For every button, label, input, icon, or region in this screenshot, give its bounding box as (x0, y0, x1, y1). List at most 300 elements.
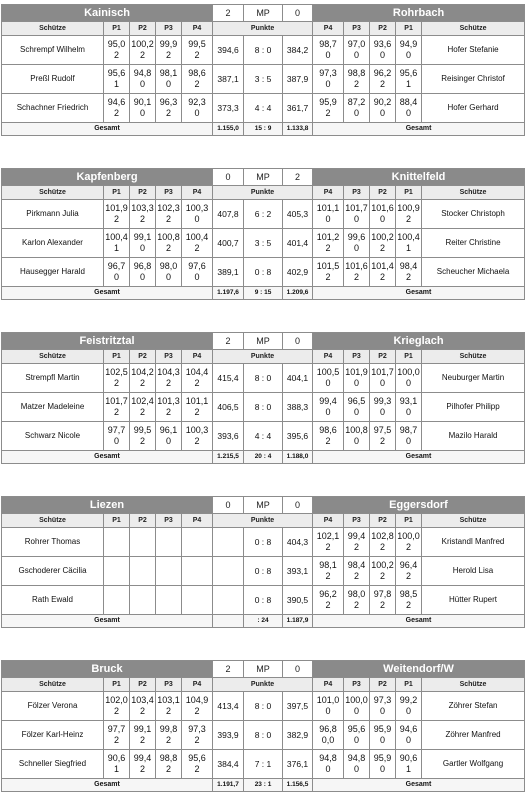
duel-score: 8 : 0 (244, 393, 283, 422)
home-series-3: 103,1 2 (156, 692, 182, 721)
away-series-2: 95,9 0 (370, 750, 396, 779)
home-shooter-header: Schütze (2, 514, 104, 528)
home-player-name: Fölzer Karl-Heinz (2, 721, 104, 750)
home-p3-header: P3 (156, 350, 182, 364)
away-player-name: Zöhrer Manfred (422, 721, 525, 750)
away-series-4: 95,9 2 (313, 94, 344, 123)
away-team-total: 1.188,0 (283, 451, 313, 464)
home-player-total: 394,6 (213, 36, 244, 65)
away-team-name: Weitendorf/W (313, 661, 525, 678)
home-series-1: 97,7 2 (104, 721, 130, 750)
home-total-label: Gesamt (2, 287, 213, 300)
home-series-2: 99,4 2 (130, 750, 156, 779)
away-shooter-header: Schütze (422, 22, 525, 36)
away-series-4: 100,5 0 (313, 364, 344, 393)
away-p3-header: P3 (344, 350, 370, 364)
home-mp: 2 (213, 661, 244, 678)
away-player-name: Hofer Stefanie (422, 36, 525, 65)
player-row (2, 557, 525, 586)
away-p2-header: P2 (370, 22, 396, 36)
away-p3-header: P3 (344, 186, 370, 200)
home-p2-header: P2 (130, 514, 156, 528)
home-series-3: 101,3 2 (156, 393, 182, 422)
home-series-3: 104,3 2 (156, 364, 182, 393)
away-series-1: 94,9 0 (396, 36, 422, 65)
home-series-4: 98,6 2 (182, 65, 213, 94)
duel-score: 3 : 5 (244, 65, 283, 94)
home-p1-header: P1 (104, 186, 130, 200)
away-p3-header: P3 (344, 22, 370, 36)
home-mp: 0 (213, 497, 244, 514)
total-row (2, 779, 525, 792)
player-row (2, 721, 525, 750)
away-player-total: 404,1 (283, 364, 313, 393)
home-player-total (213, 586, 244, 615)
away-player-total: 402,9 (283, 258, 313, 287)
home-series-3: 96,1 0 (156, 422, 182, 451)
match-table (1, 660, 525, 792)
away-series-3: 101,6 2 (344, 258, 370, 287)
home-shooter-header: Schütze (2, 678, 104, 692)
points-header: Punkte (213, 678, 313, 692)
home-player-name: Rath Ewald (2, 586, 104, 615)
away-player-total: 401,4 (283, 229, 313, 258)
home-series-1: 100,4 1 (104, 229, 130, 258)
home-series-4 (182, 528, 213, 557)
home-team-total: 1.155,0 (213, 123, 244, 136)
home-team-total: 1.197,6 (213, 287, 244, 300)
home-series-2: 100,2 2 (130, 36, 156, 65)
away-series-3: 99,4 2 (344, 528, 370, 557)
away-player-total: 384,2 (283, 36, 313, 65)
home-series-4: 104,9 2 (182, 692, 213, 721)
home-series-1 (104, 528, 130, 557)
home-series-3: 102,3 2 (156, 200, 182, 229)
home-player-name: Strempfl Martin (2, 364, 104, 393)
home-total-label: Gesamt (2, 123, 213, 136)
away-series-4: 101,2 2 (313, 229, 344, 258)
home-shooter-header: Schütze (2, 186, 104, 200)
away-player-name: Gartler Wolfgang (422, 750, 525, 779)
home-series-2 (130, 586, 156, 615)
home-team-total: 1.215,5 (213, 451, 244, 464)
total-row (2, 287, 525, 300)
away-team-name: Knittelfeld (313, 169, 525, 186)
away-series-2: 101,6 0 (370, 200, 396, 229)
away-series-2: 95,9 0 (370, 721, 396, 750)
away-player-name: Reiter Christine (422, 229, 525, 258)
home-total-label: Gesamt (2, 451, 213, 464)
match-block (1, 496, 524, 628)
home-series-2: 103,4 2 (130, 692, 156, 721)
home-series-4: 95,6 2 (182, 750, 213, 779)
home-series-2: 96,8 0 (130, 258, 156, 287)
match-table (1, 4, 525, 136)
away-shooter-header: Schütze (422, 678, 525, 692)
away-player-total: 404,3 (283, 528, 313, 557)
away-player-name: Zöhrer Stefan (422, 692, 525, 721)
home-p1-header: P1 (104, 678, 130, 692)
away-total-label: Gesamt (313, 123, 525, 136)
home-series-4: 99,5 2 (182, 36, 213, 65)
home-total-label: Gesamt (2, 779, 213, 792)
home-series-3 (156, 586, 182, 615)
away-series-1: 88,4 0 (396, 94, 422, 123)
away-series-3: 101,9 0 (344, 364, 370, 393)
away-shooter-header: Schütze (422, 186, 525, 200)
away-team-name: Eggersdorf (313, 497, 525, 514)
away-player-total: 361,7 (283, 94, 313, 123)
away-player-total: 382,9 (283, 721, 313, 750)
away-total-label: Gesamt (313, 779, 525, 792)
home-player-total: 407,8 (213, 200, 244, 229)
duel-score: 0 : 8 (244, 586, 283, 615)
away-player-name: Kristandl Manfred (422, 528, 525, 557)
home-p2-header: P2 (130, 678, 156, 692)
home-mp: 2 (213, 5, 244, 22)
away-shooter-header: Schütze (422, 514, 525, 528)
away-team-total: 1.187,9 (283, 615, 313, 628)
home-series-1: 102,5 2 (104, 364, 130, 393)
player-row (2, 692, 525, 721)
duel-score: 7 : 1 (244, 750, 283, 779)
home-series-1 (104, 557, 130, 586)
away-series-3: 99,6 0 (344, 229, 370, 258)
home-shooter-header: Schütze (2, 350, 104, 364)
home-series-4: 100,3 0 (182, 200, 213, 229)
player-row (2, 586, 525, 615)
home-p3-header: P3 (156, 22, 182, 36)
home-series-1: 90,6 1 (104, 750, 130, 779)
home-player-name: Pirkmann Julia (2, 200, 104, 229)
away-series-3: 98,0 2 (344, 586, 370, 615)
home-mp: 0 (213, 169, 244, 186)
away-p4-header: P4 (313, 678, 344, 692)
points-total: 20 : 4 (244, 451, 283, 464)
home-series-1: 101,9 2 (104, 200, 130, 229)
away-player-total: 376,1 (283, 750, 313, 779)
away-mp: 2 (283, 169, 313, 186)
home-player-name: Preßl Rudolf (2, 65, 104, 94)
home-p4-header: P4 (182, 22, 213, 36)
player-row (2, 750, 525, 779)
player-row (2, 258, 525, 287)
away-mp: 0 (283, 333, 313, 350)
points-header: Punkte (213, 186, 313, 200)
home-series-2: 99,1 2 (130, 721, 156, 750)
away-p4-header: P4 (313, 350, 344, 364)
home-p4-header: P4 (182, 678, 213, 692)
home-p2-header: P2 (130, 22, 156, 36)
duel-score: 6 : 2 (244, 200, 283, 229)
away-mp: 0 (283, 497, 313, 514)
away-team-total: 1.156,5 (283, 779, 313, 792)
away-total-label: Gesamt (313, 451, 525, 464)
home-team-name: Kapfenberg (2, 169, 213, 186)
away-p3-header: P3 (344, 678, 370, 692)
home-team-name: Bruck (2, 661, 213, 678)
home-p3-header: P3 (156, 514, 182, 528)
home-series-1: 102,0 2 (104, 692, 130, 721)
away-p1-header: P1 (396, 514, 422, 528)
home-series-3 (156, 557, 182, 586)
home-series-4: 97,6 0 (182, 258, 213, 287)
away-series-4: 98,1 2 (313, 557, 344, 586)
away-series-1: 93,1 0 (396, 393, 422, 422)
away-player-total: 390,5 (283, 586, 313, 615)
duel-score: 0 : 8 (244, 557, 283, 586)
home-p2-header: P2 (130, 186, 156, 200)
home-series-3: 99,9 2 (156, 36, 182, 65)
match-block (1, 332, 524, 464)
away-series-3: 96,5 0 (344, 393, 370, 422)
home-p2-header: P2 (130, 350, 156, 364)
away-shooter-header: Schütze (422, 350, 525, 364)
away-player-name: Mazilo Harald (422, 422, 525, 451)
points-header: Punkte (213, 514, 313, 528)
away-player-name: Pilhofer Philipp (422, 393, 525, 422)
home-shooter-header: Schütze (2, 22, 104, 36)
home-team-name: Feistritztal (2, 333, 213, 350)
home-p4-header: P4 (182, 350, 213, 364)
home-series-2: 99,5 2 (130, 422, 156, 451)
home-mp: 2 (213, 333, 244, 350)
home-series-3: 100,8 2 (156, 229, 182, 258)
away-series-1: 99,2 0 (396, 692, 422, 721)
home-team-total: 1.191,7 (213, 779, 244, 792)
away-series-4: 101,5 2 (313, 258, 344, 287)
away-series-4: 97,3 0 (313, 65, 344, 94)
home-player-name: Karlon Alexander (2, 229, 104, 258)
away-series-4: 96,2 2 (313, 586, 344, 615)
home-team-total (213, 615, 244, 628)
home-p1-header: P1 (104, 350, 130, 364)
home-player-total: 389,1 (213, 258, 244, 287)
away-team-name: Rohrbach (313, 5, 525, 22)
match-block (1, 4, 524, 136)
away-p1-header: P1 (396, 678, 422, 692)
home-player-total: 406,5 (213, 393, 244, 422)
match-table (1, 168, 525, 300)
home-series-2: 94,8 0 (130, 65, 156, 94)
home-player-name: Hausegger Harald (2, 258, 104, 287)
away-series-2: 100,2 2 (370, 557, 396, 586)
home-series-4: 104,4 2 (182, 364, 213, 393)
match-table (1, 332, 525, 464)
away-player-name: Herold Lisa (422, 557, 525, 586)
home-series-4 (182, 586, 213, 615)
away-p1-header: P1 (396, 350, 422, 364)
duel-score: 3 : 5 (244, 229, 283, 258)
home-series-2 (130, 557, 156, 586)
away-series-3: 98,4 2 (344, 557, 370, 586)
away-series-4: 98,6 2 (313, 422, 344, 451)
away-series-1: 90,6 1 (396, 750, 422, 779)
home-series-4: 100,3 2 (182, 422, 213, 451)
home-player-name: Rohrer Thomas (2, 528, 104, 557)
away-series-3: 95,6 0 (344, 721, 370, 750)
home-series-4: 92,3 0 (182, 94, 213, 123)
away-player-name: Hütter Rupert (422, 586, 525, 615)
home-series-3: 99,8 2 (156, 721, 182, 750)
away-mp: 0 (283, 5, 313, 22)
player-row (2, 36, 525, 65)
duel-score: 0 : 8 (244, 258, 283, 287)
away-series-3: 101,7 0 (344, 200, 370, 229)
away-series-1: 100,0 2 (396, 528, 422, 557)
home-series-3: 96,3 2 (156, 94, 182, 123)
home-player-name: Schrempf Wilhelm (2, 36, 104, 65)
home-series-1: 101,7 2 (104, 393, 130, 422)
away-series-2: 93,6 0 (370, 36, 396, 65)
points-total: 9 : 15 (244, 287, 283, 300)
home-series-4: 100,4 2 (182, 229, 213, 258)
duel-score: 0 : 8 (244, 528, 283, 557)
away-player-total: 393,1 (283, 557, 313, 586)
away-series-2: 90,2 0 (370, 94, 396, 123)
away-p3-header: P3 (344, 514, 370, 528)
home-player-total: 413,4 (213, 692, 244, 721)
home-player-name: Matzer Madeleine (2, 393, 104, 422)
away-series-2: 102,8 2 (370, 528, 396, 557)
home-series-1 (104, 586, 130, 615)
total-row (2, 123, 525, 136)
home-series-3 (156, 528, 182, 557)
away-team-total: 1.133,8 (283, 123, 313, 136)
away-player-total: 397,5 (283, 692, 313, 721)
away-player-total: 388,3 (283, 393, 313, 422)
home-series-3: 98,0 0 (156, 258, 182, 287)
points-header: Punkte (213, 22, 313, 36)
away-player-total: 405,3 (283, 200, 313, 229)
away-p2-header: P2 (370, 186, 396, 200)
away-p2-header: P2 (370, 514, 396, 528)
match-block (1, 168, 524, 300)
home-series-1: 95,0 2 (104, 36, 130, 65)
total-row (2, 615, 525, 628)
duel-score: 8 : 0 (244, 721, 283, 750)
player-row (2, 422, 525, 451)
mp-label: MP (244, 497, 283, 514)
away-player-name: Hofer Gerhard (422, 94, 525, 123)
mp-label: MP (244, 5, 283, 22)
home-player-name: Gschoderer Cäcilia (2, 557, 104, 586)
away-series-1: 95,6 1 (396, 65, 422, 94)
away-series-3: 94,8 0 (344, 750, 370, 779)
away-series-2: 99,3 0 (370, 393, 396, 422)
away-series-1: 98,4 2 (396, 258, 422, 287)
away-series-1: 100,0 0 (396, 364, 422, 393)
away-series-4: 101,0 0 (313, 692, 344, 721)
home-series-4: 101,1 2 (182, 393, 213, 422)
mp-label: MP (244, 169, 283, 186)
away-series-2: 97,8 2 (370, 586, 396, 615)
away-player-total: 395,6 (283, 422, 313, 451)
player-row (2, 393, 525, 422)
away-mp: 0 (283, 661, 313, 678)
away-p4-header: P4 (313, 186, 344, 200)
home-series-2: 102,4 2 (130, 393, 156, 422)
away-player-name: Scheucher Michaela (422, 258, 525, 287)
away-player-name: Reisinger Christof (422, 65, 525, 94)
duel-score: 8 : 0 (244, 364, 283, 393)
away-player-total: 387,9 (283, 65, 313, 94)
away-series-3: 100,0 0 (344, 692, 370, 721)
away-series-3: 97,0 0 (344, 36, 370, 65)
away-total-label: Gesamt (313, 615, 525, 628)
player-row (2, 364, 525, 393)
home-player-name: Schachner Friedrich (2, 94, 104, 123)
home-series-2: 103,3 2 (130, 200, 156, 229)
away-series-4: 102,1 2 (313, 528, 344, 557)
away-p1-header: P1 (396, 22, 422, 36)
away-total-label: Gesamt (313, 287, 525, 300)
home-player-total (213, 557, 244, 586)
away-series-4: 99,4 0 (313, 393, 344, 422)
player-row (2, 200, 525, 229)
away-team-total: 1.209,6 (283, 287, 313, 300)
mp-label: MP (244, 661, 283, 678)
home-series-1: 96,7 0 (104, 258, 130, 287)
away-series-1: 100,9 2 (396, 200, 422, 229)
away-series-2: 97,5 2 (370, 422, 396, 451)
home-player-name: Schwarz Nicole (2, 422, 104, 451)
home-series-2: 99,1 0 (130, 229, 156, 258)
match-table (1, 496, 525, 628)
home-series-3: 98,8 2 (156, 750, 182, 779)
home-series-1: 97,7 0 (104, 422, 130, 451)
player-row (2, 528, 525, 557)
away-series-1: 94,6 0 (396, 721, 422, 750)
home-player-total: 384,4 (213, 750, 244, 779)
home-series-4: 97,3 2 (182, 721, 213, 750)
away-series-4: 101,1 0 (313, 200, 344, 229)
away-series-3: 98,8 2 (344, 65, 370, 94)
home-player-name: Fölzer Verona (2, 692, 104, 721)
points-total: 23 : 1 (244, 779, 283, 792)
away-series-2: 97,3 0 (370, 692, 396, 721)
away-p2-header: P2 (370, 350, 396, 364)
away-p1-header: P1 (396, 186, 422, 200)
away-series-2: 96,2 2 (370, 65, 396, 94)
mp-label: MP (244, 333, 283, 350)
home-p3-header: P3 (156, 678, 182, 692)
duel-score: 8 : 0 (244, 36, 283, 65)
home-series-2 (130, 528, 156, 557)
player-row (2, 94, 525, 123)
points-header: Punkte (213, 350, 313, 364)
match-block (1, 660, 524, 792)
away-p2-header: P2 (370, 678, 396, 692)
total-row (2, 451, 525, 464)
home-p4-header: P4 (182, 186, 213, 200)
home-player-total: 373,3 (213, 94, 244, 123)
away-series-2: 100,2 2 (370, 229, 396, 258)
home-player-total: 387,1 (213, 65, 244, 94)
away-player-name: Neuburger Martin (422, 364, 525, 393)
points-total: : 24 (244, 615, 283, 628)
player-row (2, 229, 525, 258)
home-series-3: 98,1 0 (156, 65, 182, 94)
home-player-name: Schneller Siegfried (2, 750, 104, 779)
away-player-name: Stocker Christoph (422, 200, 525, 229)
home-player-total: 393,9 (213, 721, 244, 750)
away-series-1: 100,4 1 (396, 229, 422, 258)
away-series-4: 94,8 0 (313, 750, 344, 779)
away-series-2: 101,7 0 (370, 364, 396, 393)
home-series-1: 94,6 2 (104, 94, 130, 123)
home-p1-header: P1 (104, 22, 130, 36)
